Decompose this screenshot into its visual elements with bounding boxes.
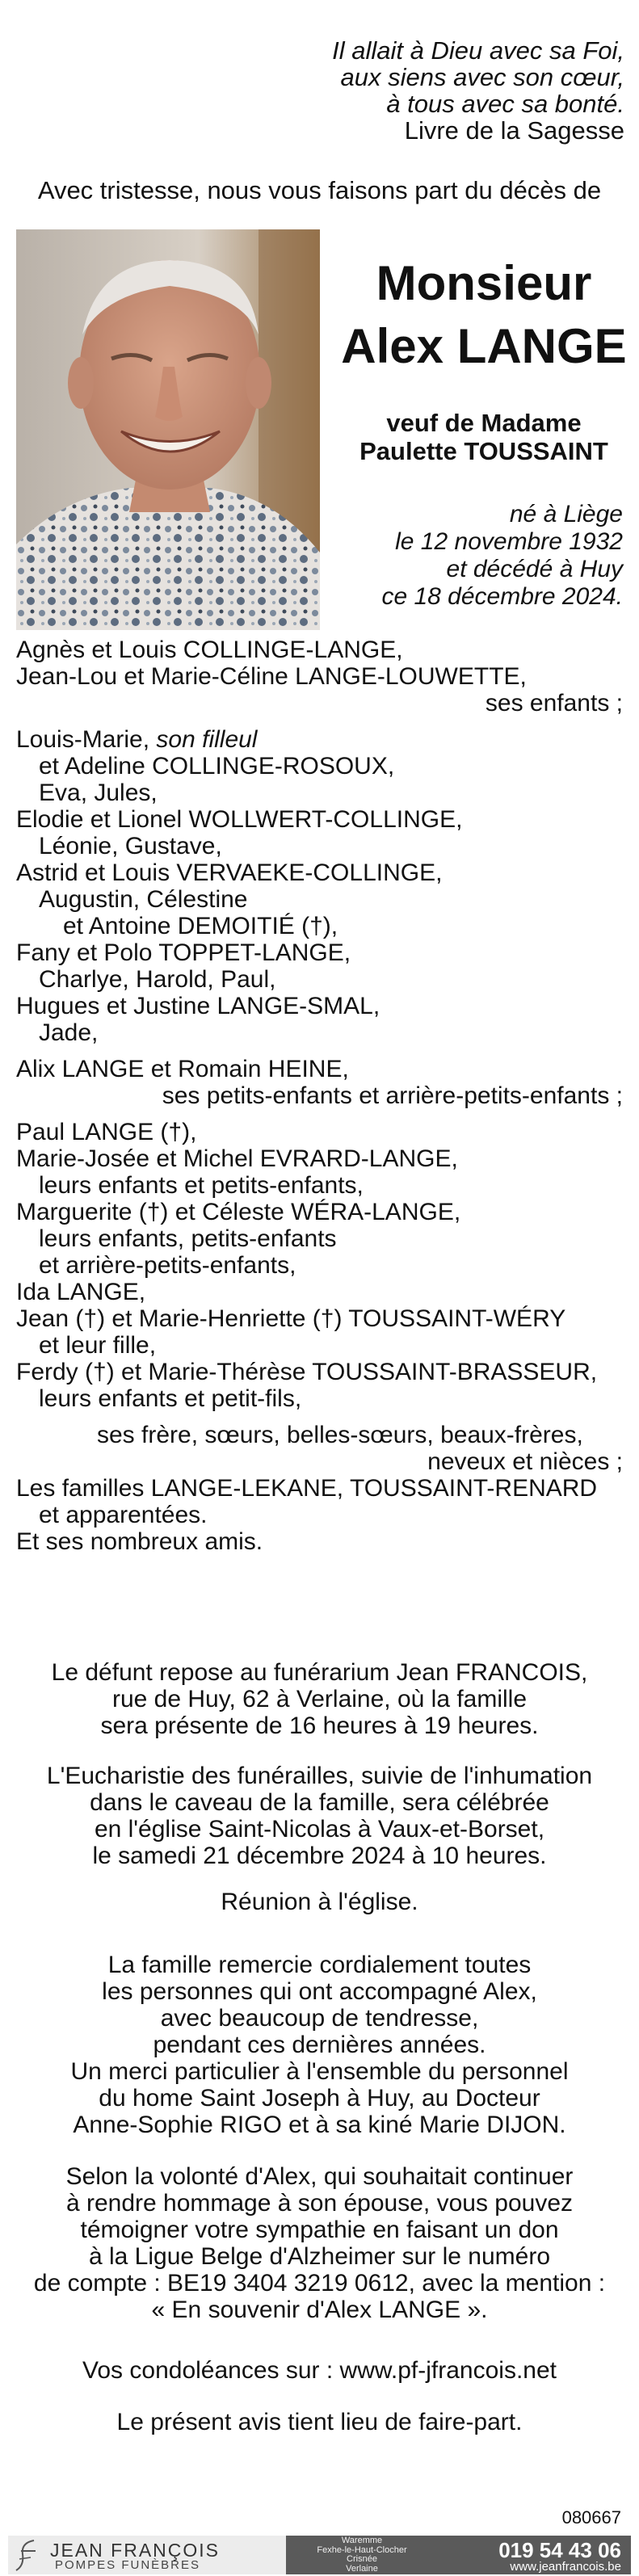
godson-role: son filleul — [156, 726, 258, 753]
family-line: Paul LANGE (†), — [16, 1119, 197, 1145]
widow-line: Paulette TOUSSAINT — [359, 437, 608, 465]
siblings-label: neveux et nièces ; — [427, 1448, 623, 1475]
quote-line: à tous avec sa bonté. — [386, 90, 624, 118]
deceased-title: Monsieur — [376, 256, 592, 310]
family-line: Augustin, Célestine — [39, 886, 248, 913]
text-line: Selon la volonté d'Alex, qui souhaitait continuer — [65, 2163, 574, 2190]
text-line: rue de Huy, 62 à Verlaine, où la famille — [111, 1686, 528, 1712]
company-name: JEAN FRANÇOIS — [50, 2540, 221, 2561]
condolences-link: Vos condoléances sur : www.pf-jfrancois.net — [82, 2357, 557, 2384]
company-subtitle: POMPES FUNÈBRES — [55, 2558, 201, 2572]
children-label: ses enfants ; — [485, 690, 623, 716]
reunion-info: Réunion à l'église. — [221, 1889, 418, 1915]
family-line: Eva, Jules, — [39, 780, 158, 806]
location: Crisnée — [347, 2554, 377, 2564]
text-line: en l'église Saint-Nicolas à Vaux-et-Borset, — [94, 1816, 545, 1843]
portrait-photo — [16, 229, 320, 630]
intro-text: Avec tristesse, nous vous faisons part du décès de — [37, 176, 602, 204]
text-line: Un merci particulier à l'ensemble du personnel — [70, 2058, 569, 2085]
text-line: pendant ces dernières années. — [153, 2032, 486, 2058]
family-line: Fany et Polo TOPPET-LANGE, — [16, 939, 351, 966]
birth-line: ce 18 décembre 2024. — [381, 583, 623, 610]
text-line: avec beaucoup de tendresse, — [160, 2005, 479, 2032]
text-line: du home Saint Joseph à Huy, au Docteur — [99, 2085, 540, 2112]
text-line: Le défunt repose au funérarium Jean FRANCOIS, — [51, 1659, 588, 1686]
family-line — [16, 726, 623, 753]
family-line: et Adeline COLLINGE-ROSOUX, — [39, 753, 395, 780]
family-line: et Antoine DEMOITIÉ (†), — [63, 913, 338, 939]
grandchildren-label: ses petits-enfants et arrière-petits-enfants ; — [162, 1082, 623, 1109]
phone-number: 019 54 43 06 — [498, 2538, 621, 2562]
family-line: Les familles LANGE-LEKANE, TOUSSAINT-RENARD — [16, 1475, 598, 1502]
funeral-home-info — [0, 1659, 639, 1739]
family-line: Ida LANGE, — [16, 1279, 146, 1305]
family-line: Hugues et Justine LANGE-SMAL, — [16, 993, 380, 1019]
family-line: et arrière-petits-enfants, — [39, 1252, 296, 1279]
text-line: à rendre hommage à son épouse, vous pouvez — [65, 2190, 574, 2217]
notice-text: Le présent avis tient lieu de faire-part. — [116, 2409, 523, 2435]
widow-line: veuf de Madame — [386, 409, 582, 437]
family-line: leurs enfants et petits-enfants, — [39, 1172, 364, 1199]
family-line: Astrid et Louis VERVAEKE-COLLINGE, — [16, 859, 443, 886]
text-line: sera présente de 16 heures à 19 heures. — [100, 1712, 539, 1739]
family-line: Agnès et Louis COLLINGE-LANGE, — [16, 637, 403, 663]
birth-line: né à Liège — [509, 501, 623, 527]
quote-source: Livre de la Sagesse — [404, 116, 624, 145]
quote-line: aux siens avec son cœur, — [340, 63, 624, 91]
family-line: leurs enfants et petit-fils, — [39, 1385, 302, 1412]
family-line: Alix LANGE et Romain HEINE, — [16, 1056, 349, 1082]
text-line: L'Eucharistie des funérailles, suivie de l'inhumation — [46, 1763, 593, 1789]
siblings-label: ses frère, sœurs, belles-sœurs, beaux-frères, — [97, 1422, 583, 1448]
family-line: Marie-Josée et Michel EVRARD-LANGE, — [16, 1145, 458, 1172]
funeral-home-banner — [8, 2536, 631, 2574]
family-line: Charlye, Harold, Paul, — [39, 966, 276, 993]
text-line: de compte : BE19 3404 3219 0612, avec la mention : — [33, 2270, 606, 2297]
deceased-name: Alex LANGE — [341, 319, 627, 373]
location: Waremme — [341, 2536, 383, 2545]
jean-francois-logo-icon — [13, 2538, 42, 2572]
reference-number: 080667 — [561, 2507, 621, 2528]
birth-line: le 12 novembre 1932 — [395, 528, 623, 555]
donation-text — [0, 2163, 639, 2323]
ceremony-info — [0, 1763, 639, 1869]
text-line: à la Ligue Belge d'Alzheimer sur le numéro — [88, 2243, 551, 2270]
text-line: témoigner votre sympathie en faisant un don — [80, 2217, 559, 2243]
family-line: Marguerite (†) et Céleste WÉRA-LANGE, — [16, 1199, 461, 1225]
text-line: Anne-Sophie RIGO et à sa kiné Marie DIJON. — [73, 2112, 566, 2138]
family-line: Jean (†) et Marie-Henriette (†) TOUSSAINT-WÉRY — [16, 1305, 566, 1332]
website-link: www.jeanfrancois.be — [510, 2560, 621, 2574]
widow-of — [339, 409, 628, 465]
portrait-illustration — [16, 229, 320, 630]
location: Fexhe-le-Haut-Clocher — [317, 2544, 407, 2555]
birth-death-info — [381, 501, 623, 611]
family-line: et leur fille, — [39, 1332, 157, 1359]
family-line: Et ses nombreux amis. — [16, 1528, 263, 1555]
family-line: Léonie, Gustave, — [39, 833, 222, 859]
family-list — [16, 637, 623, 1555]
family-line: Jade, — [39, 1019, 99, 1046]
locations-list — [315, 2536, 409, 2574]
birth-line: et décédé à Huy — [446, 556, 623, 582]
location: Verlaine — [346, 2563, 378, 2574]
text-line: « En souvenir d'Alex LANGE ». — [151, 2297, 488, 2323]
godson-name: Louis-Marie, — [16, 726, 150, 753]
family-line: Elodie et Lionel WOLLWERT-COLLINGE, — [16, 806, 463, 833]
family-line: Ferdy (†) et Marie-Thérèse TOUSSAINT-BRASSEUR, — [16, 1359, 598, 1385]
text-line: dans le caveau de la famille, sera célébrée — [90, 1789, 549, 1816]
text-line: le samedi 21 décembre 2024 à 10 heures. — [92, 1843, 547, 1869]
thanks-text — [0, 1952, 639, 2138]
text-line: La famille remercie cordialement toutes — [107, 1952, 532, 1978]
family-line: et apparentées. — [39, 1502, 208, 1528]
opening-quote — [332, 37, 624, 144]
family-line: Jean-Lou et Marie-Céline LANGE-LOUWETTE, — [16, 663, 527, 690]
family-line: leurs enfants, petits-enfants — [39, 1225, 337, 1252]
quote-line: Il allait à Dieu avec sa Foi, — [332, 36, 624, 65]
text-line: les personnes qui ont accompagné Alex, — [102, 1978, 537, 2005]
